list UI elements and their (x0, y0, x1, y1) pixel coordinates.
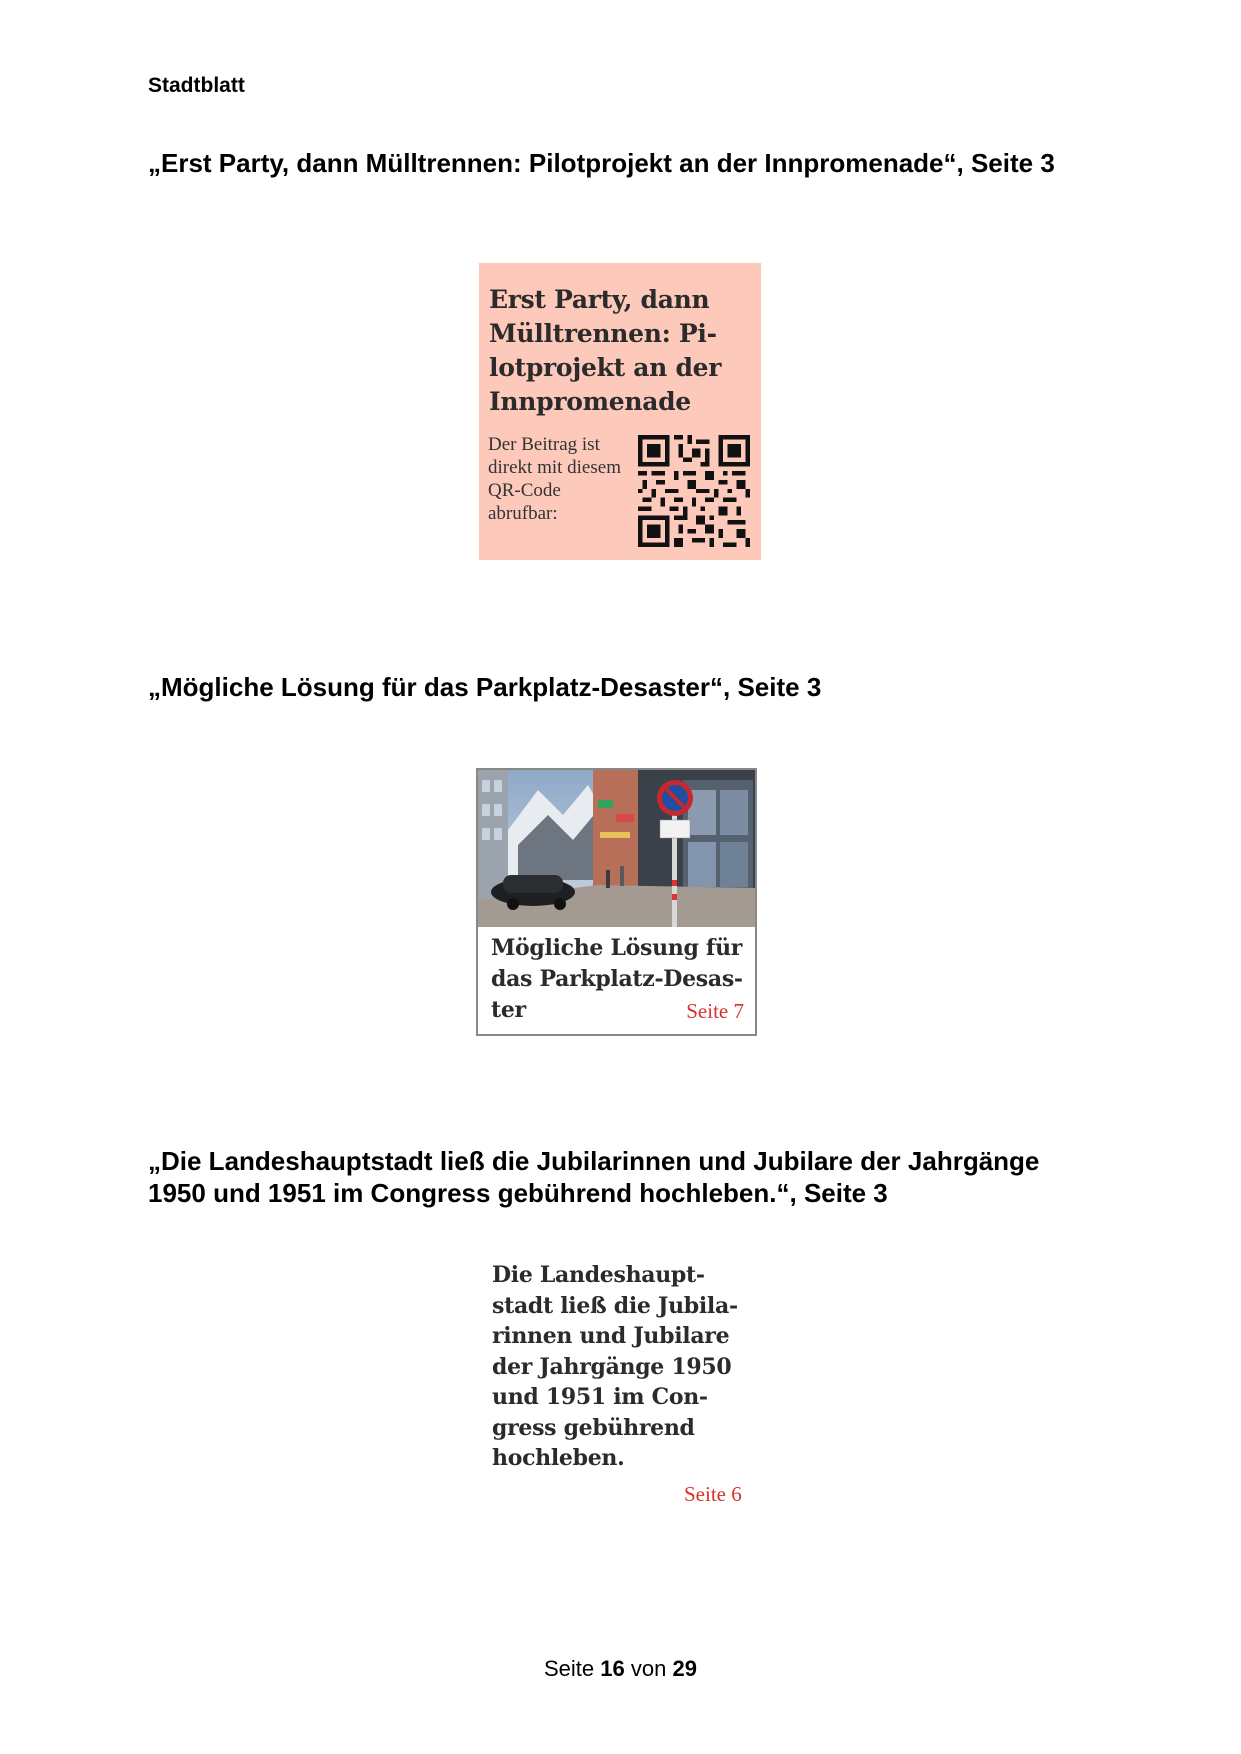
entry-title: „Erst Party, dann Mülltrennen: Pilotprojekt an der Innpromenade“, Seite 3 (148, 148, 1055, 178)
newspaper-clipping-qr (479, 263, 761, 560)
footer-current-page: 16 (600, 1656, 625, 1681)
entry-title: „Die Landeshauptstadt ließ die Jubilarinnen und Jubilare der Jahrgänge 1950 und 1951 im Congress gebührend hochleben.“, Seite 3 (148, 1146, 1040, 1208)
clipping-headline: Erst Party, dann Mülltrennen: Pi-lotprojekt an der Innpromenade (489, 285, 722, 416)
entry-title: „Mögliche Lösung für das Parkplatz-Desaster“, Seite 3 (148, 672, 822, 702)
section-label: Stadtblatt (148, 74, 245, 97)
qr-code-icon (638, 435, 750, 547)
footer-middle: von (630, 1656, 667, 1681)
footer-prefix: Seite (544, 1656, 595, 1681)
clipping-page-ref: Seite 6 (684, 1482, 742, 1506)
clipping-text: Der Beitrag ist direkt mit diesem QR-Code abrufbar: (488, 434, 621, 524)
clipping-page-ref: Seite 7 (686, 999, 744, 1023)
clipping-caption: Mögliche Lösung für das Parkplatz-Desas-ter (491, 935, 743, 1023)
street-photo (478, 770, 755, 927)
footer-total-pages: 29 (672, 1656, 697, 1681)
page-number-footer (0, 1656, 1241, 1682)
clipping-headline: Die Landeshaupt-stadt ließ die Jubila-rinnen und Jubilare der Jahrgänge 1950 und 1951 im Con-gress gebührend hochleben. (492, 1262, 738, 1471)
newspaper-clipping-text (492, 1260, 762, 1510)
newspaper-clipping-photo (476, 768, 757, 1036)
